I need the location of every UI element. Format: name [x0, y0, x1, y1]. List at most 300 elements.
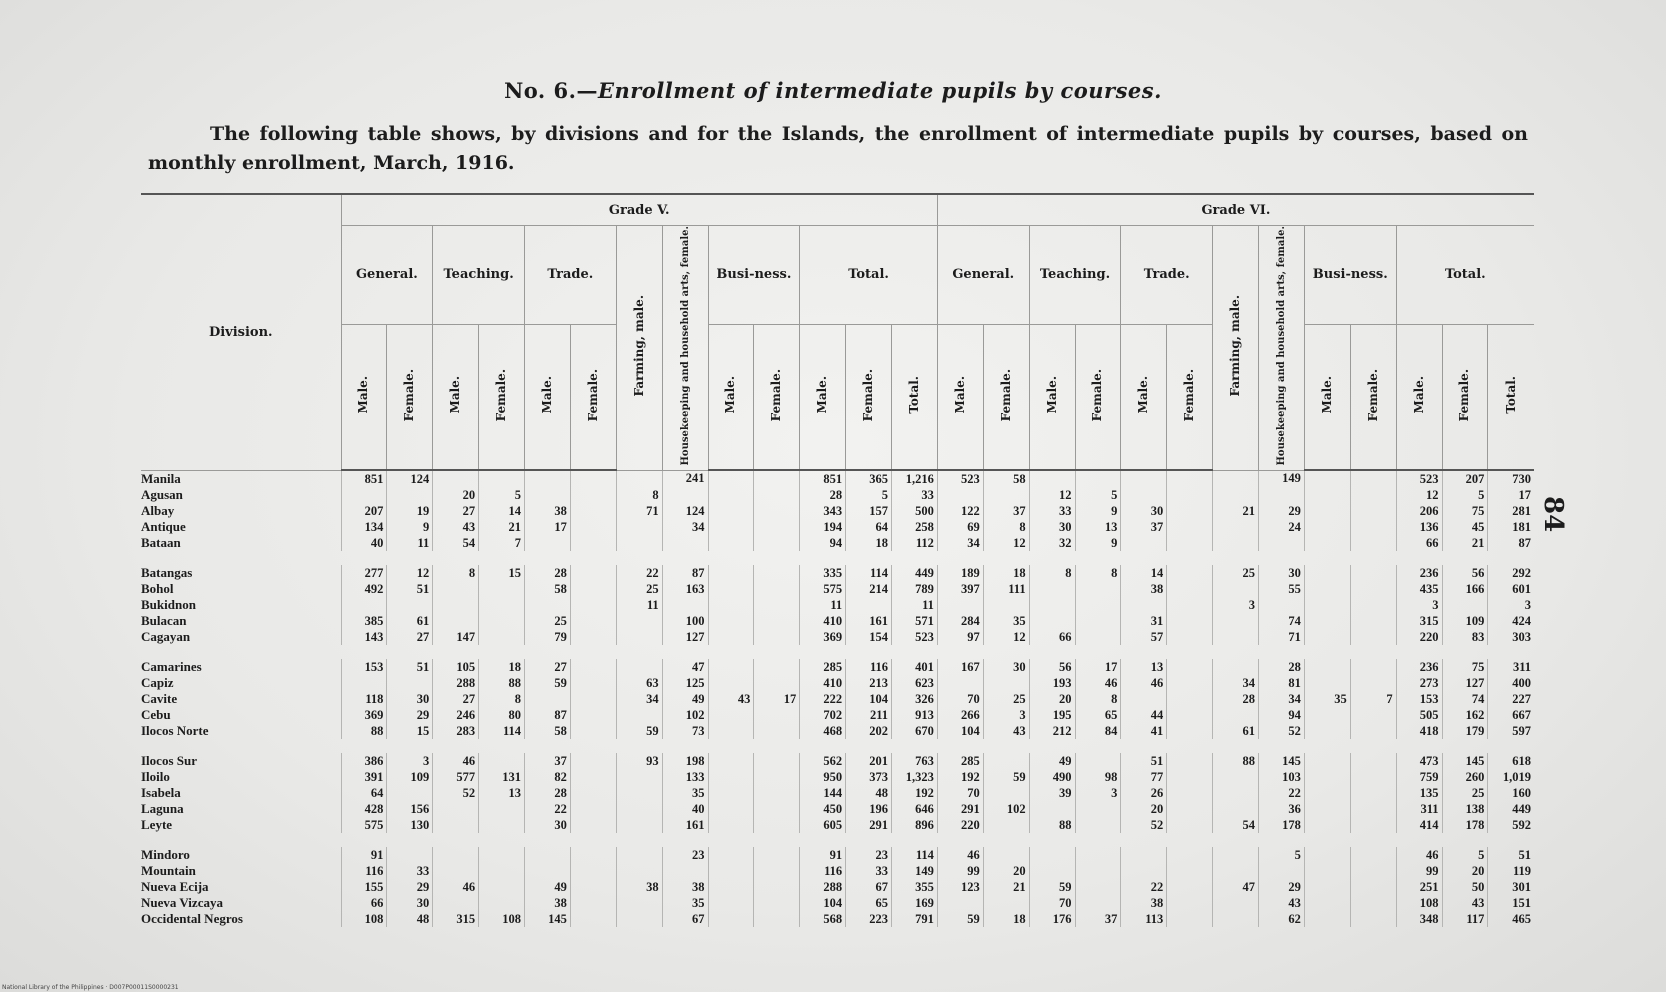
division-name: Capiz [141, 675, 174, 691]
grade-vi-cell [1167, 581, 1213, 597]
grade-v-cell: 116 [846, 659, 892, 675]
grade-vi-cell: 18 [983, 565, 1029, 581]
grade-vi-cell [1304, 895, 1350, 911]
grade-v-cell: 373 [846, 769, 892, 785]
grade-v-cell: 114 [479, 723, 525, 739]
grade-v-cell: 46 [433, 753, 479, 769]
sub-header-row [141, 324, 1534, 470]
grade-vi-cell: 667 [1488, 707, 1534, 723]
grade-vi-cell [1213, 535, 1259, 551]
grade-vi-cell: 597 [1488, 723, 1534, 739]
grade-vi-cell: 149 [1259, 470, 1305, 487]
grade-vi-cell: 25 [1442, 785, 1488, 801]
grade-vi-cell [1121, 470, 1167, 487]
grade-vi-cell [983, 847, 1029, 863]
grade-v-cell: 192 [892, 785, 938, 801]
grade-vi-cell: 74 [1442, 691, 1488, 707]
table-body [141, 470, 1534, 927]
grade-vi-cell [983, 597, 1029, 613]
grade-v-cell [754, 613, 800, 629]
grade-v-cell: 202 [846, 723, 892, 739]
grade-v-cell [754, 597, 800, 613]
grade-vi-cell: 29 [1259, 879, 1305, 895]
grade-vi-cell: 227 [1488, 691, 1534, 707]
grade-vi-cell: 618 [1488, 753, 1534, 769]
grade-vi-cell: 74 [1259, 613, 1305, 629]
grade-v-cell: 80 [479, 707, 525, 723]
grade-v-cell: 241 [662, 470, 708, 487]
grade-v-cell: 29 [387, 707, 433, 723]
footer-credit: National Library of the Philippines · D007P00011S0000231 [2, 984, 179, 991]
grade-v-cell [433, 613, 479, 629]
grade-vi-cell [1304, 519, 1350, 535]
grade-v-cell: 315 [433, 911, 479, 927]
grade-v-general-header: General. [341, 226, 433, 325]
grade-vi-cell [1304, 723, 1350, 739]
grade-v-cell: 114 [846, 565, 892, 581]
grade-vi-cell [1350, 565, 1396, 581]
grade-vi-cell [1304, 613, 1350, 629]
grade-v-cell [754, 785, 800, 801]
male-label: Male. [1411, 376, 1426, 414]
grade-v-cell: 104 [800, 895, 846, 911]
grade-v-cell: 38 [616, 879, 662, 895]
intro-paragraph: The following table shows, by divisions and for the Islands, the enrollment of intermediate pupils by courses, based on monthly enrollment, March, 1916. [148, 123, 1528, 174]
grade-v-cell [708, 753, 754, 769]
grade-v-cell: 896 [892, 817, 938, 833]
grade-vi-cell [1075, 470, 1121, 487]
grade-vi-trade-male-header [1121, 324, 1167, 470]
female-label: Female. [861, 368, 876, 422]
grade-v-cell: 365 [846, 470, 892, 487]
grade-v-cell: 49 [525, 879, 571, 895]
grade-v-cell [708, 565, 754, 581]
grade-v-cell: 326 [892, 691, 938, 707]
table-row [141, 879, 1534, 895]
grade-v-cell [387, 785, 433, 801]
grade-vi-cell [1304, 565, 1350, 581]
grade-v-cell: 410 [800, 613, 846, 629]
grade-vi-cell: 43 [983, 723, 1029, 739]
grade-v-cell [616, 659, 662, 675]
grade-v-cell: 125 [662, 675, 708, 691]
grade-v-cell: 575 [800, 581, 846, 597]
grade-v-cell: 369 [800, 629, 846, 645]
grade-v-cell [708, 503, 754, 519]
grade-vi-cell [1167, 769, 1213, 785]
grade-v-cell: 47 [662, 659, 708, 675]
grade-v-cell: 23 [662, 847, 708, 863]
grade-v-cell [708, 785, 754, 801]
grade-vi-cell [1167, 565, 1213, 581]
grade-vi-cell: 12 [1029, 487, 1075, 503]
grade-vi-cell: 99 [937, 863, 983, 879]
grade-vi-cell [983, 895, 1029, 911]
grade-v-header: Grade V. [341, 194, 937, 226]
grade-vi-cell: 127 [1442, 675, 1488, 691]
grade-v-cell [479, 895, 525, 911]
grade-v-cell: 18 [479, 659, 525, 675]
grade-v-cell: 577 [433, 769, 479, 785]
grade-vi-cell [1213, 629, 1259, 645]
grade-v-cell [616, 863, 662, 879]
grade-v-cell [479, 581, 525, 597]
table-row [141, 863, 1534, 879]
male-label: Male. [1136, 376, 1151, 414]
grade-v-cell: 64 [341, 785, 387, 801]
grade-vi-cell [1167, 847, 1213, 863]
grade-vi-cell: 3 [1396, 597, 1442, 613]
division-name: Agusan [141, 487, 183, 503]
grade-v-cell [708, 613, 754, 629]
grade-v-cell [616, 470, 662, 487]
grade-v-cell: 116 [341, 863, 387, 879]
grade-vi-cell: 62 [1259, 911, 1305, 927]
grade-v-cell: 109 [387, 769, 433, 785]
grade-v-cell: 114 [892, 847, 938, 863]
grade-v-cell: 58 [525, 723, 571, 739]
grade-v-cell [754, 629, 800, 645]
grade-v-cell [846, 597, 892, 613]
grade-v-cell: 12 [387, 565, 433, 581]
grade-vi-cell [1121, 597, 1167, 613]
grade-vi-business-female-header [1350, 324, 1396, 470]
grade-v-cell: 145 [525, 911, 571, 927]
grade-vi-cell: 220 [937, 817, 983, 833]
grade-vi-cell: 37 [983, 503, 1029, 519]
grade-v-cell: 131 [479, 769, 525, 785]
grade-v-cell [616, 817, 662, 833]
grade-v-cell: 791 [892, 911, 938, 927]
grade-vi-cell [1121, 863, 1167, 879]
grade-vi-cell: 281 [1488, 503, 1534, 519]
grade-v-cell: 35 [662, 895, 708, 911]
grade-v-cell: 285 [800, 659, 846, 675]
grade-v-cell [570, 581, 616, 597]
table-row [141, 659, 1534, 675]
grade-vi-cell: 88 [1029, 817, 1075, 833]
grade-vi-cell [1259, 535, 1305, 551]
grade-v-cell: 288 [800, 879, 846, 895]
grade-vi-cell [1213, 707, 1259, 723]
table-row [141, 519, 1534, 535]
grade-v-cell: 20 [433, 487, 479, 503]
female-label: Female. [1090, 368, 1105, 422]
grade-v-cell [754, 675, 800, 691]
grade-vi-cell [1167, 753, 1213, 769]
grade-v-cell: 702 [800, 707, 846, 723]
grade-vi-cell: 43 [1442, 895, 1488, 911]
grade-v-cell: 161 [846, 613, 892, 629]
grade-v-cell [479, 817, 525, 833]
grade-v-cell: 94 [800, 535, 846, 551]
grade-vi-cell [1121, 487, 1167, 503]
division-name: Laguna [141, 801, 184, 817]
grade-v-cell [387, 487, 433, 503]
grade-vi-cell: 160 [1488, 785, 1534, 801]
grade-vi-cell: 55 [1259, 581, 1305, 597]
grade-vi-cell: 22 [1121, 879, 1167, 895]
male-label: Male. [356, 376, 371, 414]
grade-vi-cell: 167 [937, 659, 983, 675]
grade-vi-cell: 34 [1259, 691, 1305, 707]
grade-v-cell: 33 [892, 487, 938, 503]
grade-vi-cell [1350, 581, 1396, 597]
grade-v-cell: 100 [662, 613, 708, 629]
grade-vi-cell: 26 [1121, 785, 1167, 801]
grade-v-cell: 108 [341, 911, 387, 927]
grade-v-cell: 64 [846, 519, 892, 535]
table-title [0, 78, 1666, 103]
grade-v-cell [570, 723, 616, 739]
grade-v-cell: 5 [846, 487, 892, 503]
grade-vi-cell: 70 [937, 691, 983, 707]
table-row [141, 817, 1534, 833]
grade-v-cell: 500 [892, 503, 938, 519]
grade-v-cell [525, 691, 571, 707]
grade-v-cell: 67 [662, 911, 708, 927]
grade-v-cell [341, 675, 387, 691]
female-label: Female. [769, 368, 784, 422]
grade-v-general-female-header [387, 324, 433, 470]
grade-v-cell: 43 [433, 519, 479, 535]
grade-vi-cell: 5 [1442, 487, 1488, 503]
grade-v-total-total-header [892, 324, 938, 470]
grade-vi-cell [1350, 597, 1396, 613]
grade-v-cell: 571 [892, 613, 938, 629]
grade-vi-cell: 7 [1350, 691, 1396, 707]
grade-v-cell [754, 581, 800, 597]
grade-v-cell [616, 911, 662, 927]
table-row [141, 847, 1534, 863]
table-title-text: Enrollment of intermediate pupils by courses. [597, 78, 1162, 103]
grade-v-cell: 157 [846, 503, 892, 519]
group-spacer [141, 645, 1534, 659]
grade-v-cell: 15 [479, 565, 525, 581]
grade-vi-business-header: Busi-ness. [1304, 226, 1396, 325]
grade-vi-cell: 65 [1075, 707, 1121, 723]
grade-vi-cell: 70 [937, 785, 983, 801]
grade-v-cell: 213 [846, 675, 892, 691]
table-row [141, 753, 1534, 769]
group-spacer [141, 739, 1534, 753]
grade-v-cell [570, 895, 616, 911]
division-name: Bohol [141, 581, 174, 597]
grade-v-cell [754, 879, 800, 895]
grade-v-cell: 144 [800, 785, 846, 801]
grade-v-cell: 30 [387, 691, 433, 707]
grade-v-cell: 33 [387, 863, 433, 879]
grade-vi-cell: 71 [1259, 629, 1305, 645]
table-row [141, 691, 1534, 707]
grade-v-cell: 568 [800, 911, 846, 927]
grade-vi-cell [1304, 487, 1350, 503]
table-number: No. 6. [504, 78, 577, 103]
female-label: Female. [1457, 368, 1472, 422]
grade-v-cell [525, 487, 571, 503]
grade-v-cell: 58 [525, 581, 571, 597]
grade-vi-cell [1167, 801, 1213, 817]
grade-v-cell [433, 847, 479, 863]
grade-v-cell [754, 535, 800, 551]
grade-v-cell [570, 707, 616, 723]
grade-v-cell: 8 [479, 691, 525, 707]
grade-vi-cell [1213, 785, 1259, 801]
grade-vi-cell [1350, 519, 1396, 535]
grade-vi-cell: 179 [1442, 723, 1488, 739]
housekeeping-label: Housekeeping and household arts, female. [679, 226, 691, 466]
grade-v-cell: 105 [433, 659, 479, 675]
grade-vi-cell [1213, 847, 1259, 863]
table-row [141, 535, 1534, 551]
grade-v-cell [479, 863, 525, 879]
grade-v-cell: 763 [892, 753, 938, 769]
grade-v-cell [708, 519, 754, 535]
grade-vi-cell: 136 [1396, 519, 1442, 535]
grade-vi-cell: 418 [1396, 723, 1442, 739]
grade-v-teaching-header: Teaching. [433, 226, 525, 325]
grade-v-cell: 291 [846, 817, 892, 833]
grade-vi-cell: 119 [1488, 863, 1534, 879]
division-name: Mindoro [141, 847, 190, 863]
grade-v-cell [708, 863, 754, 879]
grade-vi-cell [1167, 503, 1213, 519]
grade-vi-cell [1350, 847, 1396, 863]
grade-v-cell: 40 [341, 535, 387, 551]
grade-v-cell [570, 801, 616, 817]
grade-vi-cell [1350, 785, 1396, 801]
grade-v-cell: 196 [846, 801, 892, 817]
grade-v-cell [570, 785, 616, 801]
grade-vi-teaching-male-header [1029, 324, 1075, 470]
grade-v-cell: 91 [341, 847, 387, 863]
grade-vi-cell: 181 [1488, 519, 1534, 535]
grade-v-cell [754, 470, 800, 487]
grade-vi-cell: 43 [1259, 895, 1305, 911]
grade-v-cell [433, 597, 479, 613]
division-name: Bataan [141, 535, 181, 551]
grade-v-cell [708, 487, 754, 503]
grade-v-cell: 29 [387, 879, 433, 895]
grade-v-cell: 17 [525, 519, 571, 535]
grade-vi-cell: 113 [1121, 911, 1167, 927]
grade-vi-cell [1075, 879, 1121, 895]
grade-v-cell: 851 [800, 470, 846, 487]
female-label: Female. [998, 368, 1013, 422]
grade-vi-cell: 424 [1488, 613, 1534, 629]
grade-vi-cell: 56 [1029, 659, 1075, 675]
grade-v-cell [570, 565, 616, 581]
grade-v-cell: 468 [800, 723, 846, 739]
male-label: Male. [1319, 376, 1334, 414]
grade-vi-cell: 5 [1259, 847, 1305, 863]
table-row [141, 675, 1534, 691]
grade-v-cell: 134 [341, 519, 387, 535]
grade-vi-cell: 311 [1396, 801, 1442, 817]
grade-vi-cell [1213, 487, 1259, 503]
grade-v-cell [341, 487, 387, 503]
table-row [141, 801, 1534, 817]
grade-v-cell [433, 817, 479, 833]
grade-vi-cell: 34 [937, 535, 983, 551]
grade-vi-cell: 44 [1121, 707, 1167, 723]
grade-v-cell [525, 470, 571, 487]
grade-vi-cell: 592 [1488, 817, 1534, 833]
grade-vi-cell: 30 [983, 659, 1029, 675]
grade-vi-cell: 397 [937, 581, 983, 597]
division-name: Ilocos Norte [141, 723, 209, 739]
grade-v-cell: 562 [800, 753, 846, 769]
grade-v-cell: 17 [754, 691, 800, 707]
grade-vi-cell: 61 [1213, 723, 1259, 739]
grade-v-business-male-header [708, 324, 754, 470]
grade-vi-cell [1121, 691, 1167, 707]
grade-vi-cell: 17 [1488, 487, 1534, 503]
grade-vi-cell: 1,019 [1488, 769, 1534, 785]
grade-vi-cell: 25 [983, 691, 1029, 707]
grade-v-cell: 343 [800, 503, 846, 519]
grade-vi-cell [1304, 785, 1350, 801]
grade-vi-cell: 473 [1396, 753, 1442, 769]
male-label: Male. [1044, 376, 1059, 414]
grade-v-cell [754, 659, 800, 675]
grade-v-cell: 43 [708, 691, 754, 707]
grade-v-cell: 28 [525, 785, 571, 801]
grade-v-cell [754, 801, 800, 817]
grade-v-cell [479, 613, 525, 629]
enrollment-table [141, 193, 1534, 927]
grade-v-cell: 163 [662, 581, 708, 597]
grade-v-cell [570, 535, 616, 551]
grade-v-cell [754, 817, 800, 833]
grade-vi-farming-header [1213, 226, 1259, 471]
grade-vi-header: Grade VI. [937, 194, 1534, 226]
grade-v-cell: 27 [525, 659, 571, 675]
grade-vi-cell: 251 [1396, 879, 1442, 895]
grade-vi-cell [1350, 723, 1396, 739]
grade-v-cell: 35 [662, 785, 708, 801]
grade-vi-cell [1029, 581, 1075, 597]
grade-v-cell: 46 [433, 879, 479, 895]
grade-vi-cell [1350, 659, 1396, 675]
grade-v-cell: 88 [341, 723, 387, 739]
grade-vi-cell: 37 [1075, 911, 1121, 927]
grade-v-cell: 283 [433, 723, 479, 739]
table-row [141, 581, 1534, 597]
grade-v-cell: 401 [892, 659, 938, 675]
grade-vi-cell: 32 [1029, 535, 1075, 551]
grade-vi-cell: 111 [983, 581, 1029, 597]
grade-vi-cell: 3 [983, 707, 1029, 723]
grade-vi-cell: 162 [1442, 707, 1488, 723]
grade-v-cell [479, 801, 525, 817]
grade-v-cell: 646 [892, 801, 938, 817]
grade-v-cell: 116 [800, 863, 846, 879]
table-row [141, 911, 1534, 927]
grade-vi-cell [1029, 801, 1075, 817]
grade-v-cell: 48 [387, 911, 433, 927]
grade-vi-cell: 348 [1396, 911, 1442, 927]
grade-v-cell: 25 [616, 581, 662, 597]
grade-v-cell: 38 [525, 895, 571, 911]
grade-vi-cell [937, 487, 983, 503]
grade-vi-cell [1029, 863, 1075, 879]
grade-v-total-male-header [800, 324, 846, 470]
grade-vi-cell: 601 [1488, 581, 1534, 597]
grade-v-cell [479, 470, 525, 487]
grade-v-total-female-header [846, 324, 892, 470]
grade-vi-cell [1350, 817, 1396, 833]
